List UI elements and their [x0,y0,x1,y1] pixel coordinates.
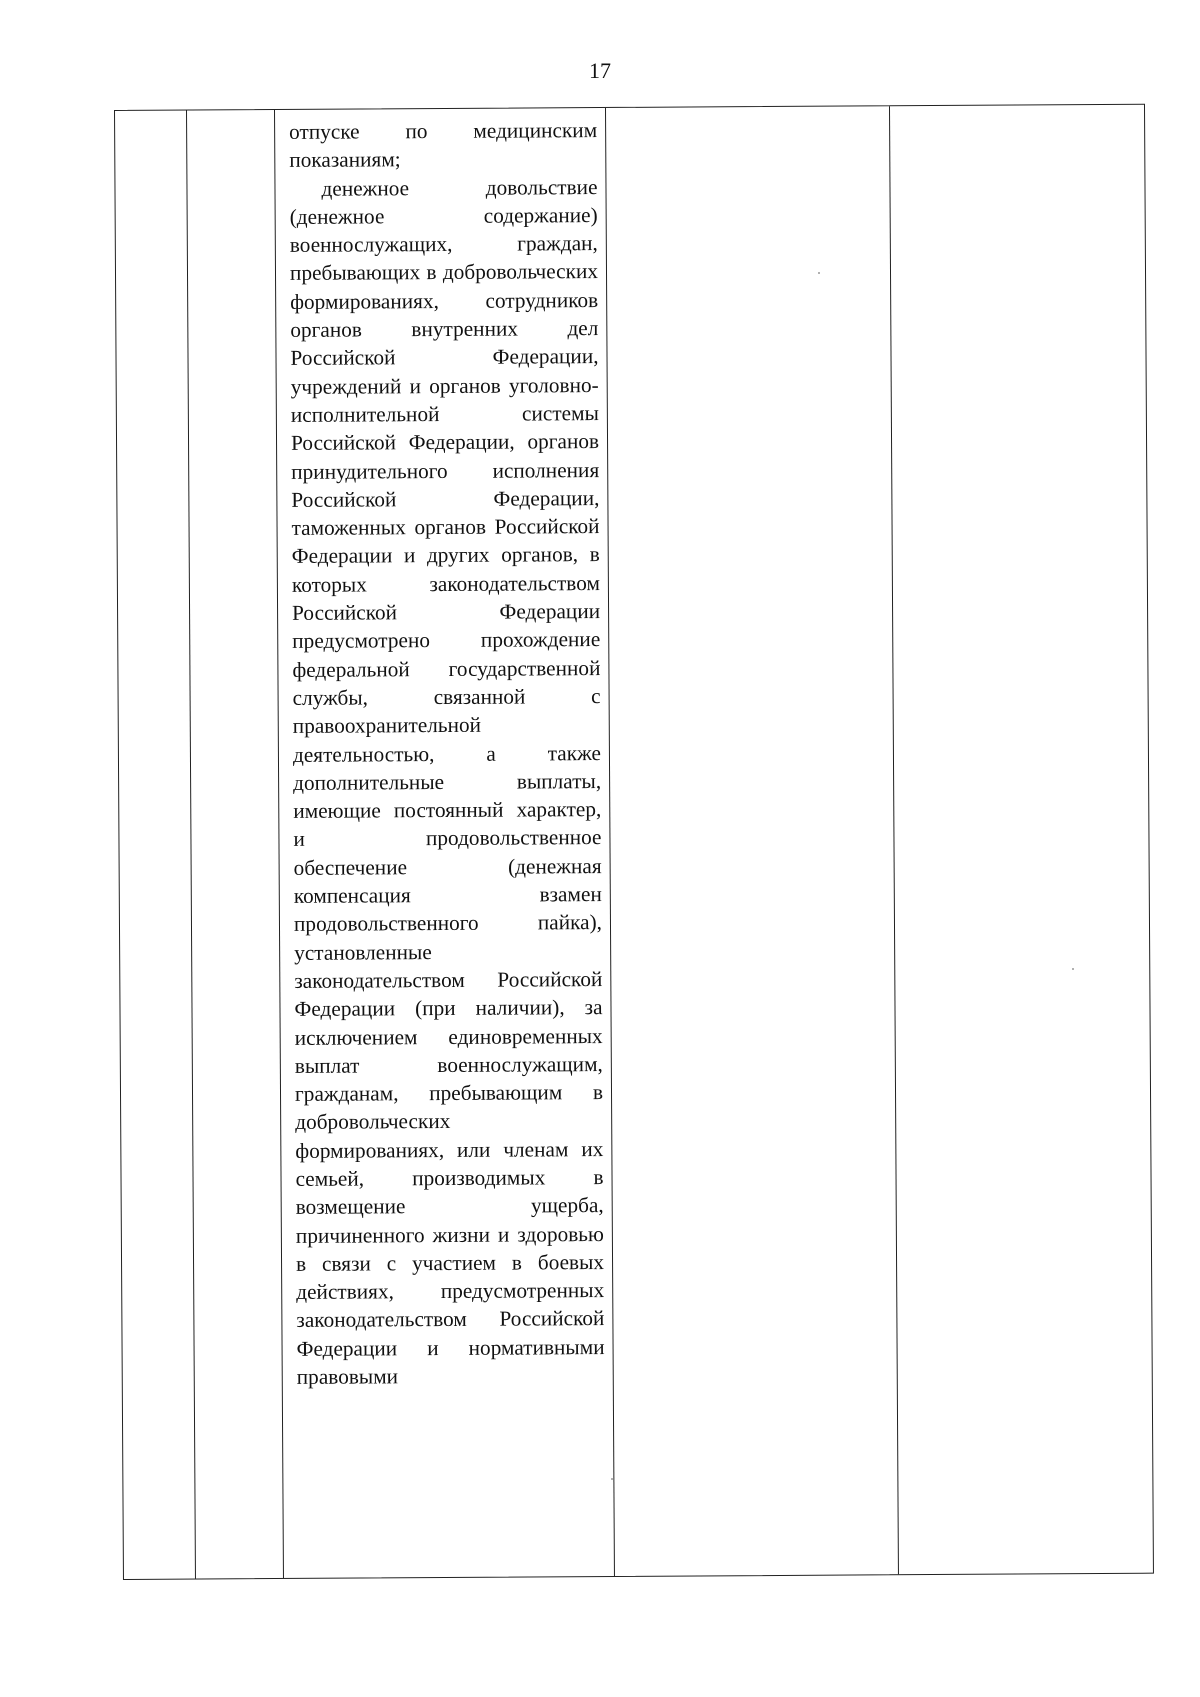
table-column-2 [187,110,284,1579]
cell-text [289,116,605,1391]
table-column-5 [890,105,1153,1575]
scan-speck [818,272,820,274]
cell-paragraph-1: отпуске по медицинским показаниям; [289,118,598,173]
scan-speck [1072,968,1074,970]
document-table [114,104,1154,1580]
cell-paragraph-2: денежное довольствие (денежное содержание) военнослужащих, граждан, пребывающих в добровольческих формированиях, сотрудников органов внутренних дел Российской Федерации, учреждений и органов уголовно-исполнительной системы Российской Федерации, органов принудительного исполнения Российской Федерации, таможенных органов Российской Федерации и других органов, в которых законодательством Российской Федерации предусмотрено прохождение федеральной государственной службы, связанной с правоохранительной деятельностью, а также дополнительные выплаты, имеющие постоянный характер, и продовольственное обеспечение (денежная компенсация взамен продовольственного пайка), установленные законодательством Российской Федерации (при наличии), за исключением единовременных выплат военнослужащим, гражданам, пребывающим в добровольческих формированиях, или членам их семьей, производимых в возмещение ущерба, причиненного жизни и здоровью в связи с участием в боевых действиях, предусмотренных законодательством Российской Федерации и нормативными правовыми [289,174,605,1389]
table-column-4 [606,106,899,1576]
page-number: 17 [589,58,611,83]
table-column-1 [115,111,196,1579]
table-column-3 [275,108,615,1578]
scan-speck [611,1478,613,1480]
